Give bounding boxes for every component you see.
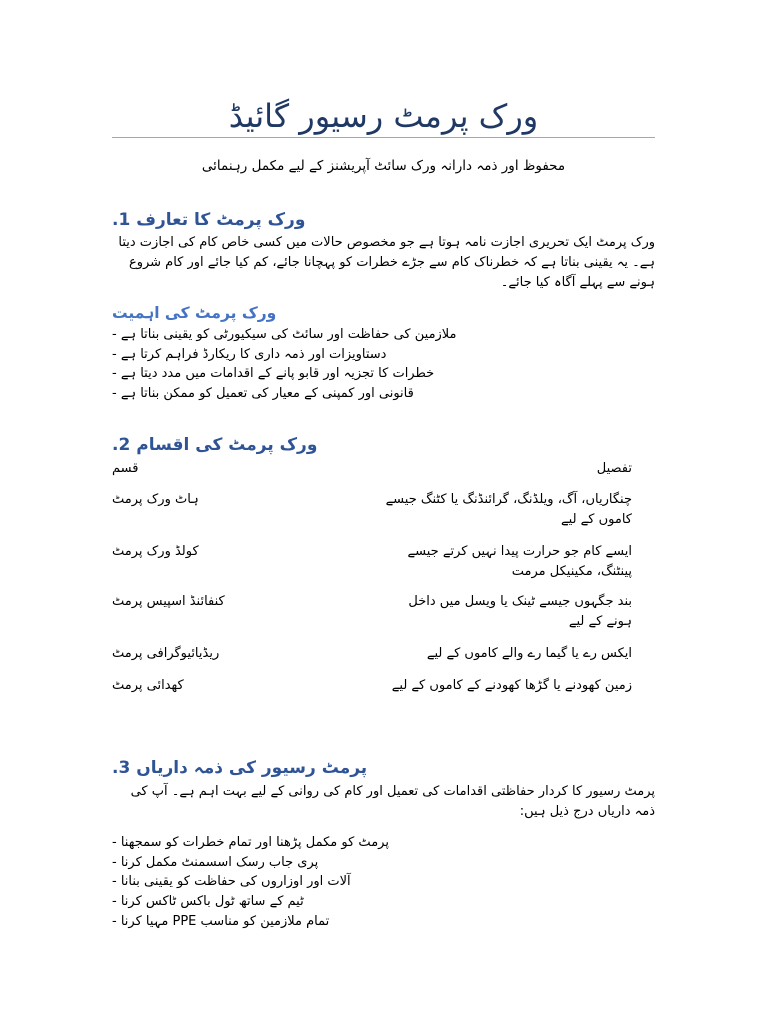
list-item: آلات اور اوزاروں کی حفاظت کو یقینی بنانا - — [112, 874, 351, 890]
section-3-heading — [112, 756, 655, 780]
list-item: ملازمین کی حفاظت اور سائٹ کی سیکیورٹی کو یقینی بناتا ہے - — [112, 327, 457, 342]
section-3-heading-text: پرمٹ رسیور کی ذمہ داریاں — [136, 758, 368, 778]
list-item: ٹیم کے ساتھ ٹول باکس ٹاکس کرنا - — [112, 894, 304, 910]
section-3-number: 3. — [112, 758, 131, 778]
table-cell-detail: زمین کھودنے یا گڑھا کھودنے کے کاموں کے لیے — [391, 678, 632, 693]
section-1-heading — [112, 208, 655, 232]
title-underline — [112, 137, 655, 138]
table-cell-detail: ایسے کام جو حرارت پیدا نہیں کرتے جیسے پینٹنگ، مکینیکل مرمت — [407, 544, 632, 579]
list-item: پری جاب رسک اسسمنٹ مکمل کرنا - — [112, 854, 319, 870]
section-1-number: 1. — [112, 210, 131, 230]
document-page — [112, 0, 655, 1024]
table-cell-type: ہاٹ ورک پرمٹ — [112, 492, 199, 507]
table-cell-type: کھدائی پرمٹ — [112, 678, 184, 693]
section-3-bullet-list — [112, 833, 655, 932]
list-item: پرمٹ کو مکمل پڑھنا اور تمام خطرات کو سمجھنا - — [112, 835, 389, 850]
document-title: ورک پرمٹ رسیور گائیڈ — [228, 97, 539, 135]
section-1-subheading: ورک پرمٹ کی اہمیت — [112, 304, 277, 322]
list-item: دستاویزات اور ذمہ داری کا ریکارڈ فراہم کرتا ہے - — [112, 346, 387, 362]
section-2-heading — [112, 433, 655, 457]
section-1-heading-text: ورک پرمٹ کا تعارف — [136, 210, 306, 230]
list-item: قانونی اور کمپنی کے معیار کی تعمیل کو ممکن بناتا ہے - — [112, 386, 414, 402]
table-cell-type: ریڈیائیوگرافی پرمٹ — [112, 646, 220, 661]
table-cell-detail: چنگاریاں، آگ، ویلڈنگ، گرائنڈنگ یا کٹنگ جیسے کاموں کے لیے — [385, 492, 632, 527]
table-cell-detail: ایکس رے یا گیما رے والے کاموں کے لیے — [426, 646, 632, 661]
table-header-detail: تفصیل — [596, 461, 632, 476]
section-1-paragraph: ورک پرمٹ ایک تحریری اجازت نامہ ہوتا ہے جو مخصوص حالات میں کسی خاص کام کی اجازت دیتا ہے۔ یہ یقینی بناتا ہے کہ خطرناک کام سے جڑے خطرات کو پہچانا جائے، کم کیا جائے اور کام شروع ہونے سے پہلے آگاہ کیا جائے۔ — [118, 235, 655, 290]
section-2-number: 2. — [112, 435, 131, 455]
section-3-paragraph: پرمٹ رسیور کا کردار حفاظتی اقدامات کی تعمیل اور کام کی روانی کے لیے بہت اہم ہے۔ آپ کی ذمہ داریاں درج ذیل ہیں: — [130, 784, 655, 819]
section-1-bullet-list — [112, 325, 655, 404]
table-cell-type: کنفائنڈ اسپیس پرمٹ — [112, 594, 225, 609]
table-header-type: قسم — [112, 461, 139, 476]
table-cell-type: کولڈ ورک پرمٹ — [112, 544, 199, 559]
document-subtitle: محفوظ اور ذمہ دارانہ ورک سائٹ آپریشنز کے لیے مکمل رہنمائی — [201, 158, 566, 174]
section-2-heading-text: ورک پرمٹ کی اقسام — [136, 435, 318, 455]
table-cell-detail: بند جگہوں جیسے ٹینک یا ویسل میں داخل ہونے کے لیے — [408, 594, 632, 629]
list-item: خطرات کا تجزیہ اور قابو پانے کے اقدامات میں مدد دیتا ہے - — [112, 366, 435, 382]
list-item: تمام ملازمین کو مناسب PPE مہیا کرنا - — [112, 913, 330, 929]
